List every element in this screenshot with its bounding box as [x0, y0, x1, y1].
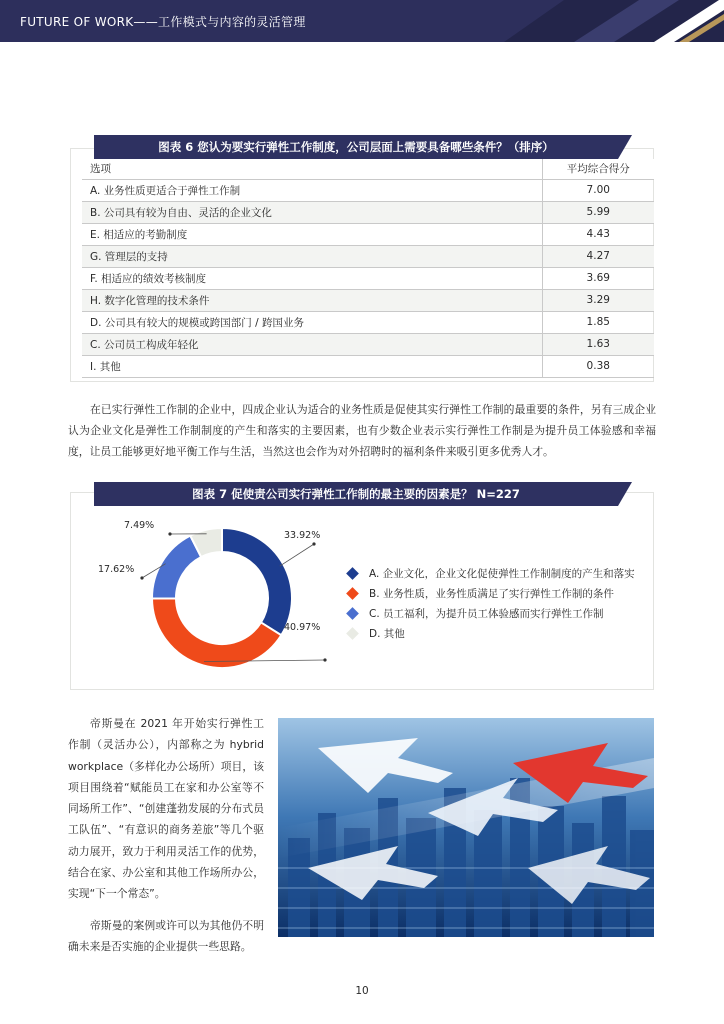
table-row: [82, 289, 654, 311]
option-cell: D. 公司具有较大的规模或跨国部门 / 跨国业务: [82, 311, 542, 333]
legend-marker: [346, 627, 359, 640]
chart-title: 图表 7 促使责公司实行弹性工作制的最主要的因素是？ N=227: [94, 482, 618, 506]
score-cell: 3.69: [542, 267, 654, 289]
leader-dot: [323, 658, 326, 661]
legend-marker: [346, 587, 359, 600]
legend-item-c: [346, 603, 635, 623]
legend-label: D. 其他: [369, 627, 405, 640]
legend-marker: [346, 567, 359, 580]
legend-item-d: [346, 623, 635, 643]
option-cell: A. 业务性质更适合于弹性工作制: [82, 179, 542, 201]
score-cell: 4.43: [542, 223, 654, 245]
table-row: [82, 201, 654, 223]
donut-chart: [70, 492, 350, 690]
page-header: [0, 0, 724, 42]
header-decoration: [504, 0, 724, 42]
table-row: [82, 355, 654, 377]
slice-value-label: 7.49%: [124, 520, 155, 531]
legend-marker: [346, 607, 359, 620]
slice-value-label: 40.97%: [284, 622, 321, 633]
score-cell: 4.27: [542, 245, 654, 267]
legend-label: C. 员工福利，为提升员工体验感而实行弹性工作制: [369, 607, 604, 620]
option-cell: G. 管理层的支持: [82, 245, 542, 267]
column-header-score: 平均综合得分: [542, 159, 654, 179]
leader-dot: [140, 576, 143, 579]
option-cell: I. 其他: [82, 355, 542, 377]
case-paragraph-2: 帝斯曼的案例或许可以为其他仍不明确未来是否实施的企业提供一些思路。: [68, 918, 264, 953]
slice-value-label: 33.92%: [284, 530, 321, 541]
option-cell: E. 相适应的考勤制度: [82, 223, 542, 245]
score-cell: 5.99: [542, 201, 654, 223]
ranking-table: [82, 159, 654, 378]
body-paragraph: 在已实行弹性工作制的企业中，四成企业认为适合的业务性质是促使其实行弹性工作制的最重要的条件，另有三成企业认为企业文化是弹性工作制制度的产生和落实的主要因素，也有少数企业表示实行弹性工作制是为提升员工体验感和幸福度，让员工能够更好地平衡工作与生活，当然这也会作为对外招聘时的福利条件来吸引更多优秀人才。: [68, 403, 656, 458]
page-number: 10: [355, 985, 369, 997]
donut-slice: [222, 528, 292, 635]
option-cell: F. 相适应的绩效考核制度: [82, 267, 542, 289]
case-paragraph-1: 帝斯曼在 2021 年开始实行弹性工作制（灵活办公），内部称之为 hybrid workplace（多样化办公场所）项目，该项目围绕着“赋能员工在家和办公室等不同场所工作”、“创建蓬勃发展的分布式员工队伍”、“有意识的商务差旅”等几个驱动力展开，致力于利用灵活工作的优势，结合在家、办公室和其他工作场所办公，实现“下一个常态”。: [68, 717, 264, 901]
legend-item-a: [346, 563, 635, 583]
score-cell: 1.85: [542, 311, 654, 333]
option-cell: B. 公司具有较为自由、灵活的企业文化: [82, 201, 542, 223]
legend-item-b: [346, 583, 635, 603]
leader-dot: [312, 542, 315, 545]
arrows-city-photo: [278, 718, 654, 937]
legend-label: A. 企业文化，企业文化促使弹性工作制制度的产生和落实: [369, 567, 635, 580]
table-row: [82, 267, 654, 289]
option-cell: C. 公司员工构成年轻化: [82, 333, 542, 355]
table-header-row: [82, 159, 654, 179]
table-row: [82, 311, 654, 333]
table-row: [82, 223, 654, 245]
score-cell: 1.63: [542, 333, 654, 355]
score-cell: 0.38: [542, 355, 654, 377]
header-title: FUTURE OF WORK——工作模式与内容的灵活管理: [20, 15, 306, 29]
table-row: [82, 179, 654, 201]
donut-slice: [152, 598, 281, 668]
slice-value-label: 17.62%: [98, 564, 135, 575]
table-title: 图表 6 您认为要实行弹性工作制度，公司层面上需要具备哪些条件？（排序）: [94, 135, 618, 159]
case-study-text: [68, 713, 264, 967]
option-cell: H. 数字化管理的技术条件: [82, 289, 542, 311]
table-row: [82, 333, 654, 355]
chart-legend: [346, 563, 635, 643]
score-cell: 3.29: [542, 289, 654, 311]
column-header-option: 选项: [82, 159, 542, 179]
table-row: [82, 245, 654, 267]
leader-dot: [168, 532, 171, 535]
score-cell: 7.00: [542, 179, 654, 201]
leader-line: [280, 544, 314, 566]
legend-label: B. 业务性质，业务性质满足了实行弹性工作制的条件: [369, 587, 614, 600]
